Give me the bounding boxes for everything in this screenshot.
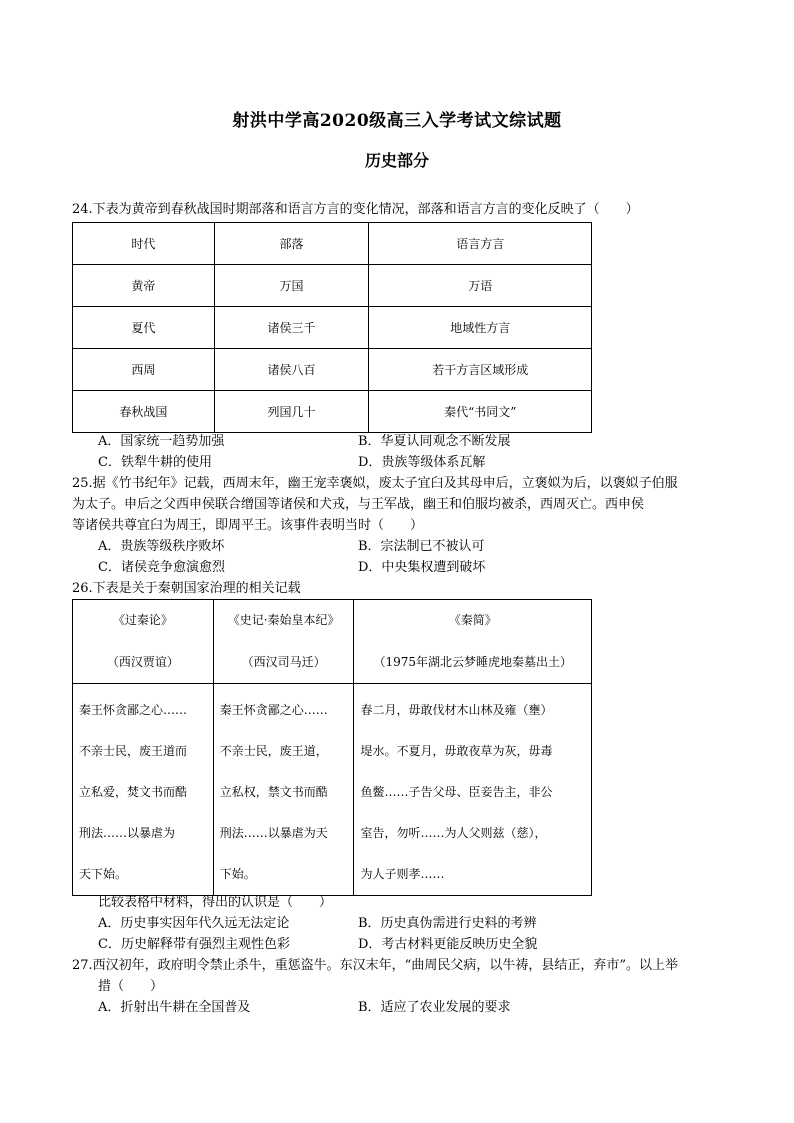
table-header-cell xyxy=(213,600,354,684)
table-row xyxy=(73,265,592,307)
table-cell: 诸侯八百 xyxy=(214,349,369,391)
q24-option-d: D．贵族等级体系瓦解 xyxy=(358,455,486,470)
table-header-row xyxy=(73,223,592,265)
text-line: 室告，勿听……为人父则兹（慈）， xyxy=(360,826,547,840)
q26-table xyxy=(72,599,592,896)
text-line: 堤水。不夏月，毋敢夜草为灰，毋毒 xyxy=(360,744,553,758)
table-cell: 地域性方言 xyxy=(369,307,592,349)
table-row xyxy=(73,391,592,433)
text-line: 秦王怀贪鄙之心…… xyxy=(219,703,328,717)
exam-title: 射洪中学高2020级高三入学考试文综试题 xyxy=(232,111,562,131)
table-cell xyxy=(354,684,592,896)
q26-question: 比较表格中材料，得出的认识是（ ） xyxy=(98,895,333,910)
table-cell: 春秋战国 xyxy=(73,391,215,433)
q25-line-1: 25.据《竹书纪年》记载，西周末年，幽王宠幸褒姒，废太子宜臼及其母申后，立褒姒为后，以褒姒子伯服 xyxy=(72,476,678,491)
source-title: 《秦简》 xyxy=(448,613,497,627)
text-line: 刑法……以暴虐为天 xyxy=(219,826,328,840)
text-line: 天下始。 xyxy=(79,867,128,881)
section-title: 历史部分 xyxy=(364,151,429,170)
source-title: 《史记·秦始皇本纪》 xyxy=(227,613,340,627)
table-cell: 诸侯三千 xyxy=(214,307,369,349)
table-header-cell: 语言方言 xyxy=(369,223,592,265)
q26-option-d: D．考古材料更能反映历史全貌 xyxy=(358,937,538,952)
table-row xyxy=(73,349,592,391)
text-line: 不亲士民，废王道而 xyxy=(79,744,188,758)
q26-option-b: B．历史真伪需进行史料的考辨 xyxy=(358,916,537,931)
table-cell: 黄帝 xyxy=(73,265,215,307)
source-author: （1975年湖北云梦睡虎地秦墓出土） xyxy=(373,655,572,669)
table-row xyxy=(73,684,592,896)
text-line: 立私爱，焚文书而酷 xyxy=(79,785,188,799)
table-cell: 万国 xyxy=(214,265,369,307)
table-header-cell xyxy=(73,600,214,684)
table-row xyxy=(73,307,592,349)
q25-line-3: 等诸侯共尊宜臼为周王，即周平王。该事件表明当时（ ） xyxy=(72,518,424,533)
table-cell xyxy=(73,684,214,896)
table-cell: 列国几十 xyxy=(214,391,369,433)
text-line: 鱼鳖……子告父母、臣妾告主，非公 xyxy=(360,785,553,799)
q25-option-b: B．宗法制已不被认可 xyxy=(358,539,485,554)
q26-stem: 26.下表是关于秦朝国家治理的相关记载 xyxy=(72,581,301,596)
q25-line-2: 为太子。申后之父西申侯联合缯国等诸侯和犬戎，与王军战，幽王和伯服均被杀，西周灭亡。西申侯 xyxy=(72,497,645,512)
table-cell: 秦代“书同文” xyxy=(369,391,592,433)
q25-option-c: C．诸侯竞争愈演愈烈 xyxy=(98,560,225,575)
q26-option-a: A．历史事实因年代久远无法定论 xyxy=(98,916,290,931)
text-line: 为人子则孝…… xyxy=(360,867,445,881)
q24-table xyxy=(72,222,592,433)
table-header-row xyxy=(73,600,592,684)
table-cell: 夏代 xyxy=(73,307,215,349)
text-line: 春二月，毋敢伐材木山林及雍（壅） xyxy=(360,703,553,717)
table-header-cell: 部落 xyxy=(214,223,369,265)
q24-stem: 24.下表为黄帝到春秋战国时期部落和语言方言的变化情况，部落和语言方言的变化反映了（ ） xyxy=(72,202,639,217)
table-cell: 万语 xyxy=(369,265,592,307)
text-line: 下始。 xyxy=(219,867,256,881)
text-line: 秦王怀贪鄙之心…… xyxy=(79,703,188,717)
text-line: 不亲士民，废王道， xyxy=(219,744,328,758)
q24-option-b: B．华夏认同观念不断发展 xyxy=(358,434,511,449)
q27-option-b: B．适应了农业发展的要求 xyxy=(358,1000,511,1015)
q24-option-a: A．国家统一趋势加强 xyxy=(98,434,225,449)
table-cell xyxy=(213,684,354,896)
q27-line-1: 27.西汉初年，政府明令禁止杀牛，重惩盗牛。东汉末年，“曲周民父病，以牛祷，县结正，弃市”。以上举 xyxy=(72,958,678,973)
text-line: 立私权，禁文书而酷 xyxy=(219,785,328,799)
table-cell: 西周 xyxy=(73,349,215,391)
text-line: 刑法……以暴虐为 xyxy=(79,826,176,840)
q26-option-c: C．历史解释带有强烈主观性色彩 xyxy=(98,937,290,952)
table-header-cell: 时代 xyxy=(73,223,215,265)
source-author: （西汉司马迁） xyxy=(241,655,326,669)
q24-option-c: C．铁犁牛耕的使用 xyxy=(98,455,212,470)
table-header-cell xyxy=(354,600,592,684)
table-cell: 若干方言区域形成 xyxy=(369,349,592,391)
source-author: （西汉贾谊） xyxy=(106,655,179,669)
q25-option-d: D．中央集权遭到破坏 xyxy=(358,560,486,575)
source-title: 《过秦论》 xyxy=(112,613,173,627)
q27-option-a: A．折射出牛耕在全国普及 xyxy=(98,1000,251,1015)
q27-line-2: 措（ ） xyxy=(98,979,164,994)
q25-option-a: A．贵族等级秩序败坏 xyxy=(98,539,225,554)
